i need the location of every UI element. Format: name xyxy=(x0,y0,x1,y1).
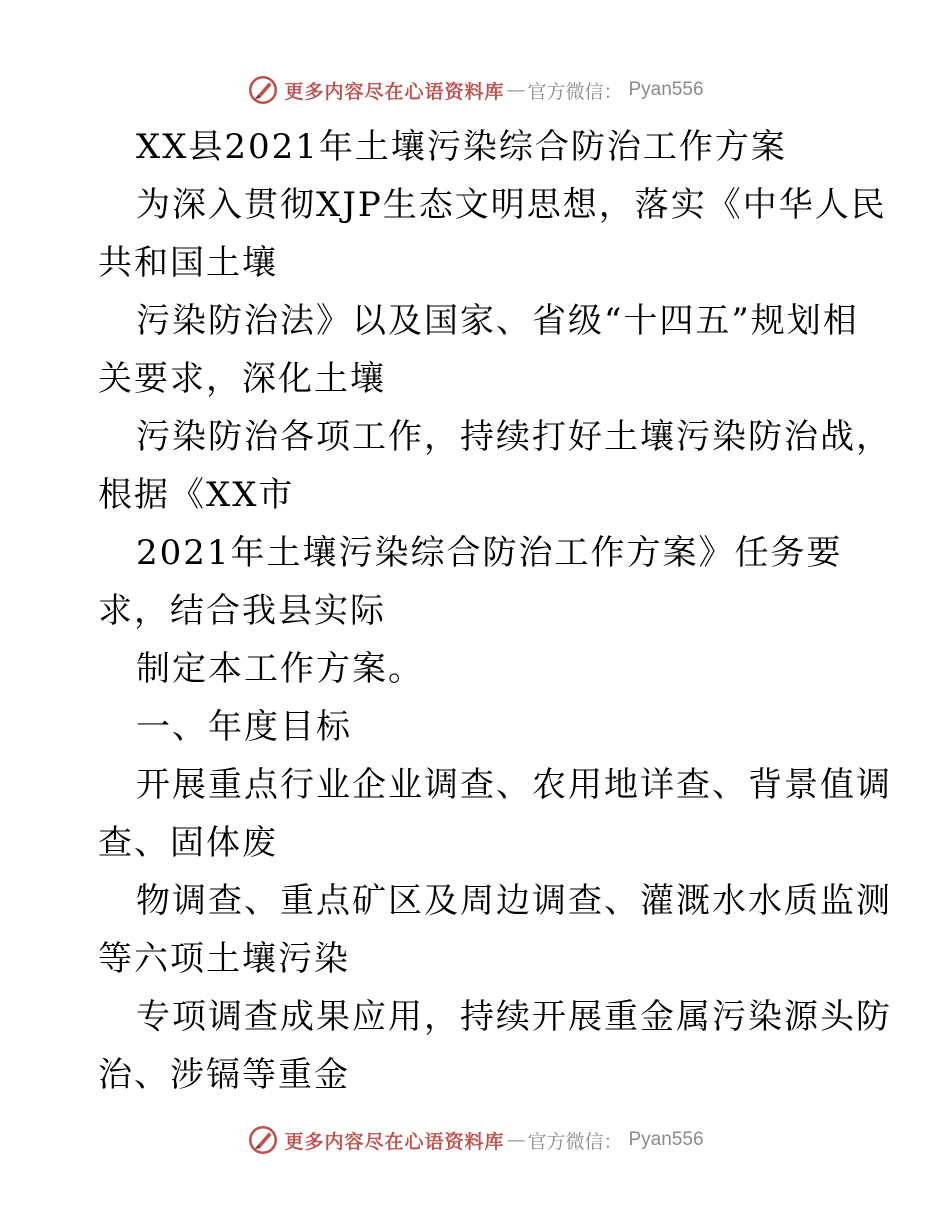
paragraph-line: 物调查、重点矿区及周边调查、灌溉水水质监测 xyxy=(136,881,892,921)
watermark-wechat-id: Pyan556 xyxy=(628,79,704,100)
paragraph-line: 根据《XX市 xyxy=(98,475,295,515)
pen-logo-icon xyxy=(246,1123,280,1157)
paragraph-line: 专项调查成果应用，持续开展重金属污染源头防 xyxy=(136,997,892,1037)
paragraph-line: 共和国土壤 xyxy=(98,243,278,283)
paragraph-line: 制定本工作方案。 xyxy=(136,649,424,689)
paragraph-line: 等六项土壤污染 xyxy=(98,939,350,979)
paragraph-line: 污染防治各项工作，持续打好土壤污染防治战， xyxy=(136,417,892,457)
paragraph-line: 求，结合我县实际 xyxy=(98,591,386,631)
watermark-dash: — xyxy=(506,79,526,101)
document-title: XX县2021年土壤污染综合防治工作方案 xyxy=(136,127,787,167)
paragraph-line: 治、涉镉等重金 xyxy=(98,1055,350,1095)
watermark-text: 更多内容尽在心语资料库 xyxy=(284,1130,505,1153)
paragraph-line: 污染防治法》以及国家、省级“十四五”规划相 xyxy=(136,301,859,341)
section-heading: 一、年度目标 xyxy=(136,707,352,747)
paragraph-line: 为深入贯彻XJP生态文明思想，落实《中华人民 xyxy=(136,185,887,225)
watermark-wechat-id: Pyan556 xyxy=(628,1129,704,1150)
paragraph-line: 查、固体废 xyxy=(98,823,278,863)
watermark-wechat-label: 官方微信： xyxy=(527,1130,623,1153)
watermark-banner-bottom xyxy=(0,1120,950,1160)
paragraph-line: 开展重点行业企业调查、农用地详查、背景值调 xyxy=(136,765,892,805)
paragraph-line: 关要求，深化土壤 xyxy=(98,359,386,399)
watermark-dash: — xyxy=(506,1129,526,1151)
watermark-text: 更多内容尽在心语资料库 xyxy=(284,80,505,103)
paragraph-line: 2021年土壤污染综合防治工作方案》任务要 xyxy=(136,533,843,573)
watermark-wechat-label: 官方微信： xyxy=(527,80,623,103)
